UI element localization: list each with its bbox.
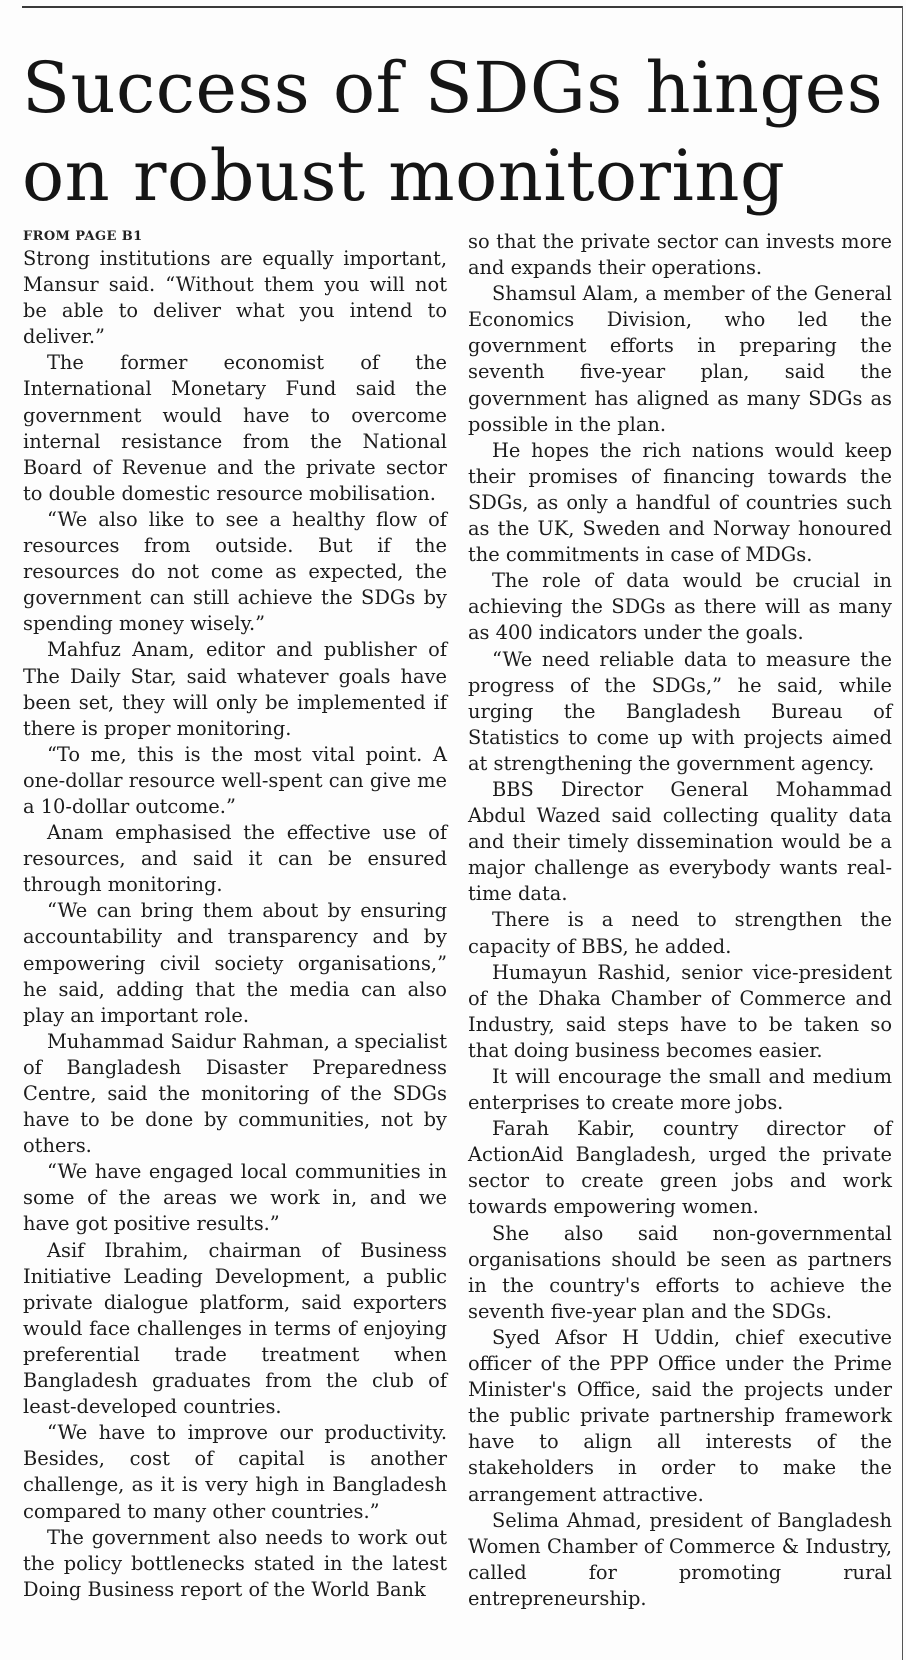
headline-line-2: on robust monitoring (22, 135, 786, 217)
paragraph: He hopes the rich nations would keep their promises of financing towards the SDGs, as only a handful of countries such as the UK, Sweden and Norway honoured the commitments in case of MDGs. (468, 438, 892, 567)
paragraph: “We can bring them about by ensuring accountability and transparency and by empowering civil society organisations,” he said, adding that the media can also play an important role. (23, 899, 447, 1027)
paragraph: The former economist of the International Monetary Fund said the government would have to overcome internal resistance from the National Board of Revenue and the private sector to double domestic resource mobilisation. (23, 351, 447, 505)
dateline: FROM PAGE B1 (23, 229, 143, 244)
paragraph: She also said non-governmental organisations should be seen as partners in the country's efforts to achieve the seventh five-year plan and the SDGs. (468, 1221, 892, 1323)
top-rule (22, 6, 902, 8)
left-column (23, 229, 447, 1603)
paragraph: Muhammad Saidur Rahman, a specialist of Bangladesh Disaster Preparedness Centre, said the monitoring of the SDGs have to be done by communities, not by others. (23, 1029, 447, 1158)
headline (22, 44, 892, 220)
paragraph: “We have to improve our productivity. Besides, cost of capital is another challenge, as it is very high in Bangladesh compared to many other countries.” (23, 1421, 447, 1523)
paragraph: Farah Kabir, country director of ActionAid Bangladesh, urged the private sector to create green jobs and work towards empowering women. (468, 1117, 892, 1219)
paragraph: The government also needs to work out the policy bottlenecks stated in the latest Doing Business report of the World Bank (23, 1525, 447, 1601)
paragraph: so that the private sector can invests more and expands their operations. (468, 230, 892, 280)
paragraph: Syed Afsor H Uddin, chief executive officer of the PPP Office under the Prime Minister's Office, said the projects under the public private partnership framework have to align all interests of the stakeholders in order to make the arrangement attractive. (468, 1325, 892, 1506)
paragraph: “We need reliable data to measure the progress of the SDGs,” he said, while urging the Bangladesh Bureau of Statistics to come up with projects aimed at strengthening the government agency. (468, 647, 892, 775)
paragraph: There is a need to strengthen the capacity of BBS, he added. (468, 908, 892, 958)
paragraph: Shamsul Alam, a member of the General Economics Division, who led the government efforts in preparing the seventh five-year plan, said the government has aligned as many SDGs as possible in the plan. (468, 282, 892, 436)
right-rule (902, 6, 903, 1660)
paragraph: Humayun Rashid, senior vice-president of the Dhaka Chamber of Commerce and Industry, said steps have to be taken so that doing business becomes easier. (468, 960, 892, 1062)
paragraph: Asif Ibrahim, chairman of Business Initiative Leading Development, a public private dialogue platform, said exporters would face challenges in terms of enjoying preferential trade treatment when Bangladesh graduates from the club of least-developed countries. (23, 1238, 447, 1419)
paragraph: It will encourage the small and medium enterprises to create more jobs. (468, 1065, 892, 1115)
paragraph: Selima Ahmad, president of Bangladesh Women Chamber of Commerce & Industry, called for promoting rural entrepreneurship. (468, 1508, 892, 1610)
right-column (468, 229, 892, 1612)
paragraph: BBS Director General Mohammad Abdul Wazed said collecting quality data and their timely dissemination would be a major challenge as everybody wants real-time data. (468, 777, 892, 906)
paragraph: “We also like to see a healthy flow of resources from outside. But if the resources do not come as expected, the government can still achieve the SDGs by spending money wisely.” (23, 507, 447, 636)
paragraph: Mahfuz Anam, editor and publisher of The Daily Star, said whatever goals have been set, they will only be implemented if there is proper monitoring. (23, 638, 447, 740)
headline-line-1: Success of SDGs hinges (22, 47, 884, 129)
paragraph: Strong institutions are equally important, Mansur said. “Without them you will not be able to deliver what you intend to deliver.” (23, 247, 447, 349)
paragraph: The role of data would be crucial in achieving the SDGs as there will as many as 400 indicators under the goals. (468, 569, 892, 645)
paragraph: “We have engaged local communities in some of the areas we work in, and we have got positive results.” (23, 1160, 447, 1236)
paragraph: “To me, this is the most vital point. A one-dollar resource well-spent can give me a 10-dollar outcome.” (23, 742, 447, 818)
paragraph: Anam emphasised the effective use of resources, and said it can be ensured through monitoring. (23, 821, 447, 897)
